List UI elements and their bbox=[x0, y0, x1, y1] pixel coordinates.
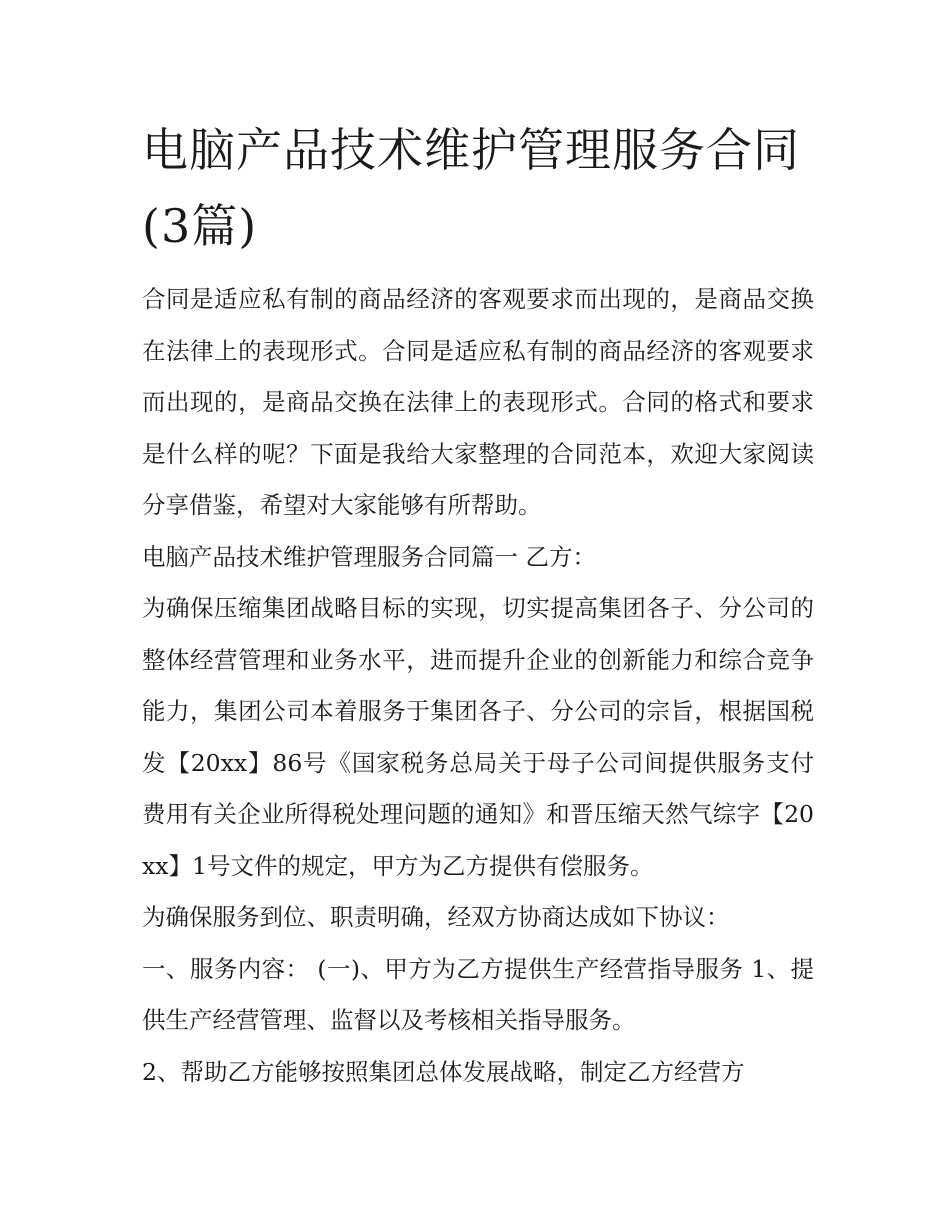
section-heading-part-one: 电脑产品技术维护管理服务合同篇一 乙方： bbox=[142, 542, 596, 571]
agreement-paragraph: 为确保服务到位、职责明确，经双方协商达成如下协议： bbox=[142, 903, 730, 931]
intro-paragraph: 合同是适应私有制的商品经济的客观要求而出现的，是商品交换在法律上的表现形式。合同是适应私有制的商品经济的客观要求而出现的，是商品交换在法律上的表现形式。合同的格式和要求是什么样的呢？下面是我给大家整理的合同范本，欢迎大家阅读分享借鉴，希望对大家能够有所帮助。 bbox=[142, 285, 814, 519]
document-title: 电脑产品技术维护管理服务合同(3篇) bbox=[142, 123, 800, 253]
document-body bbox=[142, 112, 814, 1098]
service-content-paragraph: 一、服务内容： (一)、甲方为乙方提供生产经营指导服务 1、提供生产经营管理、监督以及考核相关指导服务。 bbox=[142, 954, 814, 1034]
service-item-2-paragraph: 2、帮助乙方能够按照集团总体发展战略，制定乙方经营方 bbox=[142, 1057, 745, 1086]
purpose-paragraph: 为确保压缩集团战略目标的实现，切实提高集团各子、分公司的整体经营管理和业务水平，进而提升企业的创新能力和综合竞争能力，集团公司本着服务于集团各子、分公司的宗旨，根据国税发【20xx】86号《国家税务总局关于母子公司间提供服务支付费用有关企业所得税处理问题的通知》和晋压缩天然气综字【20xx】1号文件的规定，甲方为乙方提供有偿服务。 bbox=[142, 594, 814, 880]
